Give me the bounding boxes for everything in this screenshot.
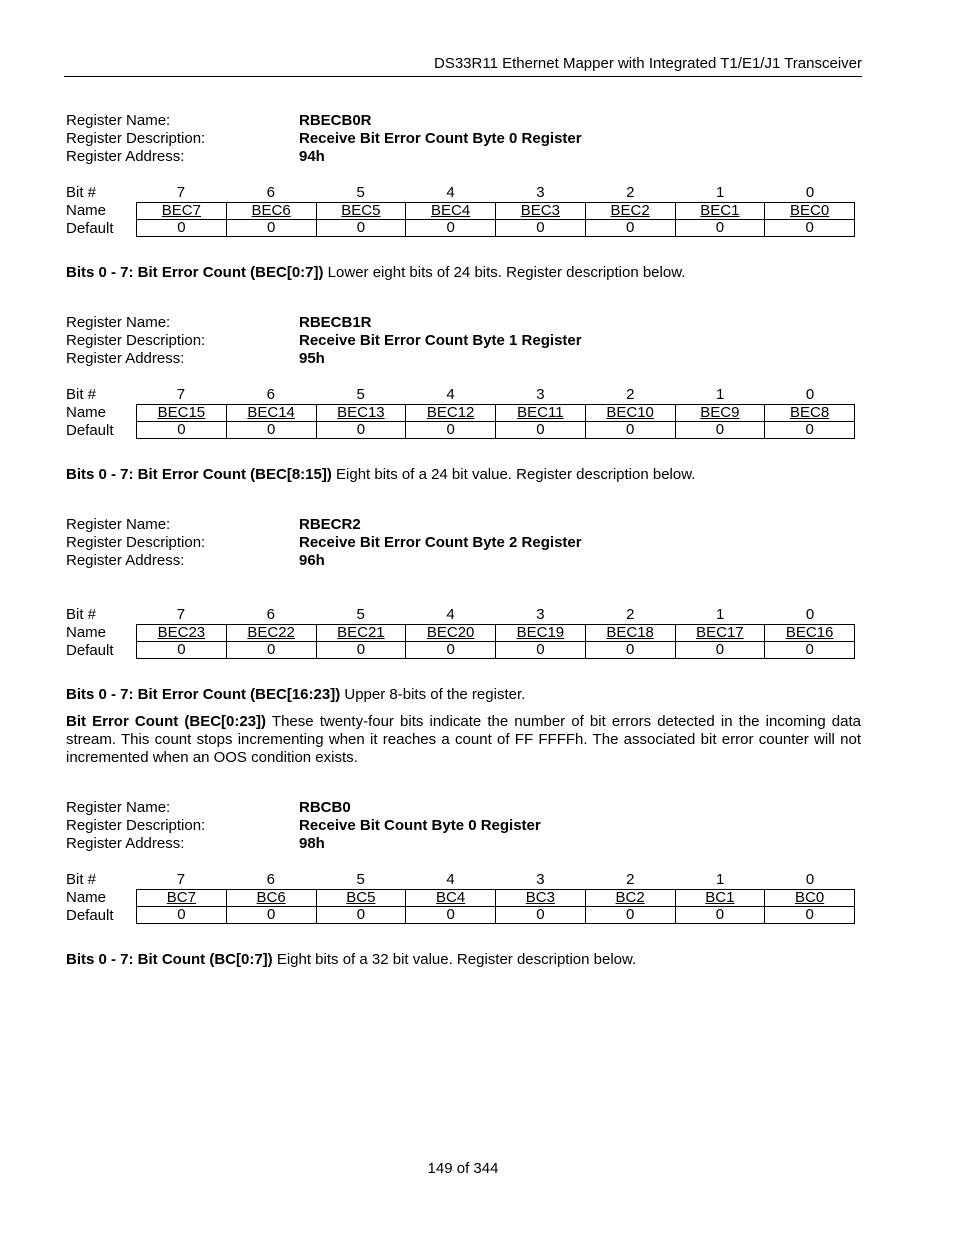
bit-default-label: Default xyxy=(66,642,114,659)
register-name-label: Register Name: xyxy=(66,516,171,533)
bit-name: BEC17 xyxy=(696,624,744,641)
register-block-rbecb0r xyxy=(66,112,862,238)
bit-number: 4 xyxy=(446,871,455,888)
bit-number: 6 xyxy=(266,871,275,888)
bit-default-cell: 0 xyxy=(765,907,855,924)
bit-description-bc-0-7 xyxy=(66,951,861,969)
register-address-label: Register Address: xyxy=(66,835,185,852)
register-bit-table xyxy=(136,624,855,659)
bit-number-label: Bit # xyxy=(66,871,97,888)
bit-number: 5 xyxy=(356,184,365,201)
description-text: Upper 8-bits of the register. xyxy=(340,686,526,703)
description-text: Lower eight bits of 24 bits. Register description below. xyxy=(323,264,686,281)
bit-default-cell: 0 xyxy=(496,422,586,439)
register-address-value: 95h xyxy=(299,350,325,367)
bit-default-cell: 0 xyxy=(765,220,855,237)
bit-table xyxy=(66,184,862,238)
description-heading: Bits 0 - 7: Bit Error Count (BEC[8:15]) xyxy=(66,466,332,483)
register-description-label: Register Description: xyxy=(66,332,206,349)
register-name-value: RBECR2 xyxy=(299,516,361,533)
bit-name-cell xyxy=(675,203,765,220)
bit-number-label: Bit # xyxy=(66,606,97,623)
bit-name: BEC18 xyxy=(606,624,654,641)
bit-default-cell: 0 xyxy=(226,642,316,659)
bit-name: BC3 xyxy=(525,889,555,906)
bit-name: BC4 xyxy=(436,889,466,906)
bit-default-cell: 0 xyxy=(585,220,675,237)
bit-number: 4 xyxy=(446,606,455,623)
register-name-value: RBECB0R xyxy=(299,112,372,129)
bit-default-cell: 0 xyxy=(675,907,765,924)
bit-name: BEC16 xyxy=(785,624,834,641)
bit-default-cell: 0 xyxy=(137,422,227,439)
bit-name: BC2 xyxy=(615,889,645,906)
header-rule xyxy=(64,76,862,77)
bit-name: BC1 xyxy=(705,889,735,906)
bit-default-cell: 0 xyxy=(316,220,406,237)
bit-number: 0 xyxy=(805,184,815,201)
bit-name-cell xyxy=(316,405,406,422)
register-name-value: RBCB0 xyxy=(299,799,351,816)
bit-table xyxy=(66,606,862,660)
bit-name-cell xyxy=(765,203,855,220)
bit-default-cell: 0 xyxy=(226,220,316,237)
bit-number: 3 xyxy=(536,871,545,888)
bit-number: 6 xyxy=(266,606,275,623)
bit-name-label: Name xyxy=(66,624,107,641)
bit-name-cell xyxy=(226,405,316,422)
bit-name-cell xyxy=(226,203,316,220)
bit-default-cell: 0 xyxy=(496,907,586,924)
bit-number: 3 xyxy=(536,606,545,623)
document-header: DS33R11 Ethernet Mapper with Integrated T1/E1/J1 Transceiver xyxy=(433,55,862,72)
bit-default-cell: 0 xyxy=(316,422,406,439)
bit-name: BC0 xyxy=(795,889,825,906)
bit-name: BEC10 xyxy=(606,404,654,421)
bit-name-cell xyxy=(675,890,765,907)
page-number: 149 of 344 xyxy=(427,1160,499,1177)
bit-name: BEC12 xyxy=(426,404,475,421)
bit-default-cell: 0 xyxy=(406,907,496,924)
bit-number: 3 xyxy=(536,386,545,403)
bit-name-cell xyxy=(137,625,227,642)
bit-default-cell: 0 xyxy=(585,642,675,659)
bit-name-cell xyxy=(137,203,227,220)
bit-name: BEC21 xyxy=(337,624,385,641)
description-heading: Bits 0 - 7: Bit Count (BC[0:7]) xyxy=(66,951,273,968)
bit-number: 0 xyxy=(805,606,815,623)
bit-name-cell xyxy=(496,405,586,422)
bit-number: 2 xyxy=(626,606,635,623)
bit-number: 7 xyxy=(176,386,186,403)
bit-default-label: Default xyxy=(66,220,114,237)
bit-number: 0 xyxy=(805,871,815,888)
bit-name: BEC4 xyxy=(431,202,471,219)
register-description-value: Receive Bit Count Byte 0 Register xyxy=(299,817,541,834)
bit-name-label: Name xyxy=(66,202,107,219)
bit-name-cell xyxy=(496,203,586,220)
bit-name: BEC23 xyxy=(157,624,206,641)
bit-name-cell xyxy=(137,405,227,422)
bit-number: 2 xyxy=(626,184,635,201)
bit-number: 7 xyxy=(176,184,186,201)
register-description-value: Receive Bit Error Count Byte 1 Register xyxy=(299,332,582,349)
register-block-rbecr2 xyxy=(66,516,862,660)
bit-name-cell xyxy=(585,890,675,907)
bit-name-cell xyxy=(496,625,586,642)
bit-name: BEC7 xyxy=(161,202,201,219)
bit-default-cell: 0 xyxy=(675,642,765,659)
register-name-label: Register Name: xyxy=(66,112,171,129)
register-bit-table xyxy=(136,202,855,237)
register-address-label: Register Address: xyxy=(66,148,185,165)
bit-default-cell: 0 xyxy=(765,642,855,659)
bit-default-cell: 0 xyxy=(316,642,406,659)
bit-name-cell xyxy=(585,405,675,422)
bit-name-label: Name xyxy=(66,889,107,906)
bit-name-cell xyxy=(765,890,855,907)
register-block-rbecb1r xyxy=(66,314,862,440)
bit-number: 2 xyxy=(626,871,635,888)
bit-number: 4 xyxy=(446,184,455,201)
bit-name-cell xyxy=(675,625,765,642)
bit-name-cell xyxy=(406,890,496,907)
bit-name-cell xyxy=(137,890,227,907)
description-text: Eight bits of a 24 bit value. Register description below. xyxy=(331,466,696,483)
register-name-value: RBECB1R xyxy=(299,314,372,331)
bit-number: 3 xyxy=(536,184,545,201)
bit-name-label: Name xyxy=(66,404,107,421)
bit-default-cell: 0 xyxy=(316,907,406,924)
bit-name-cell xyxy=(316,890,406,907)
bit-name: BEC9 xyxy=(700,404,740,421)
bit-number: 5 xyxy=(356,871,365,888)
bit-name-cell xyxy=(585,203,675,220)
bit-table xyxy=(66,386,862,440)
bit-name: BEC11 xyxy=(517,404,564,421)
bit-description-bec-8-15 xyxy=(66,466,861,484)
bit-name-cell xyxy=(406,405,496,422)
bit-name: BEC14 xyxy=(247,404,295,421)
bit-number: 1 xyxy=(716,871,725,888)
bit-name-cell xyxy=(406,625,496,642)
bit-default-cell: 0 xyxy=(406,220,496,237)
bit-number: 6 xyxy=(266,184,275,201)
bit-default-label: Default xyxy=(66,422,114,439)
bit-name-cell xyxy=(406,203,496,220)
bit-number: 7 xyxy=(176,871,186,888)
bit-name: BEC13 xyxy=(337,404,385,421)
bit-name: BC5 xyxy=(346,889,376,906)
register-name-label: Register Name: xyxy=(66,314,171,331)
bit-table xyxy=(66,871,862,925)
register-description-label: Register Description: xyxy=(66,817,206,834)
bit-number: 0 xyxy=(805,386,815,403)
bit-name: BEC19 xyxy=(516,624,565,641)
register-bit-table xyxy=(136,404,855,439)
bit-name: BEC3 xyxy=(520,202,560,219)
register-address-label: Register Address: xyxy=(66,350,185,367)
bit-default-cell: 0 xyxy=(585,907,675,924)
bit-default-label: Default xyxy=(66,907,114,924)
bit-name: BEC15 xyxy=(157,404,206,421)
register-block-rbcb0 xyxy=(66,799,862,925)
bit-number: 1 xyxy=(716,386,725,403)
description-text: These twenty-four bits indicate the number of bit errors detected in the incoming data stream. This count stops incrementing when it reaches a count of FF FFFFh. The associated bit error counter will not incremented when an OOS condition exists. xyxy=(66,713,861,766)
bit-number-label: Bit # xyxy=(66,386,97,403)
bit-name: BEC20 xyxy=(426,624,475,641)
bit-description-bec-0-7 xyxy=(66,264,861,282)
bit-name: BC6 xyxy=(256,889,286,906)
bit-default-cell: 0 xyxy=(226,907,316,924)
bit-number-label: Bit # xyxy=(66,184,97,201)
register-description-label: Register Description: xyxy=(66,130,206,147)
bit-name-cell xyxy=(765,405,855,422)
bit-number: 2 xyxy=(626,386,635,403)
description-heading: Bits 0 - 7: Bit Error Count (BEC[16:23]) xyxy=(66,686,341,703)
register-description-label: Register Description: xyxy=(66,534,206,551)
bit-name: BEC6 xyxy=(251,202,291,219)
bit-name-cell xyxy=(316,203,406,220)
register-name-label: Register Name: xyxy=(66,799,171,816)
bit-default-cell: 0 xyxy=(496,642,586,659)
register-address-value: 96h xyxy=(299,552,325,569)
bit-default-cell: 0 xyxy=(226,422,316,439)
bit-name-cell xyxy=(675,405,765,422)
bit-default-cell: 0 xyxy=(137,220,227,237)
bit-default-cell: 0 xyxy=(137,907,227,924)
register-description-value: Receive Bit Error Count Byte 0 Register xyxy=(299,130,582,147)
bit-number: 7 xyxy=(176,606,186,623)
bit-default-cell: 0 xyxy=(406,642,496,659)
bit-name-cell xyxy=(316,625,406,642)
bit-default-cell: 0 xyxy=(496,220,586,237)
register-address-value: 94h xyxy=(299,148,325,165)
bit-description-bec-16-23 xyxy=(66,686,861,704)
register-bit-table xyxy=(136,889,855,924)
bit-default-cell: 0 xyxy=(765,422,855,439)
bit-name-cell xyxy=(226,890,316,907)
bit-default-cell: 0 xyxy=(675,422,765,439)
description-heading: Bits 0 - 7: Bit Error Count (BEC[0:7]) xyxy=(66,264,324,281)
description-text: Eight bits of a 32 bit value. Register description below. xyxy=(272,951,637,968)
bit-name: BEC2 xyxy=(610,202,650,219)
register-address-label: Register Address: xyxy=(66,552,185,569)
bit-number: 1 xyxy=(716,184,725,201)
register-description-value: Receive Bit Error Count Byte 2 Register xyxy=(299,534,582,551)
bit-default-cell: 0 xyxy=(675,220,765,237)
bit-default-cell: 0 xyxy=(585,422,675,439)
bit-description-bec-0-23 xyxy=(66,713,861,767)
bit-number: 4 xyxy=(446,386,455,403)
bit-name-cell xyxy=(585,625,675,642)
bit-number: 6 xyxy=(266,386,275,403)
bit-default-cell: 0 xyxy=(137,642,227,659)
description-heading: Bit Error Count (BEC[0:23]) xyxy=(66,713,267,730)
bit-name: BEC5 xyxy=(341,202,381,219)
bit-name-cell xyxy=(765,625,855,642)
bit-number: 5 xyxy=(356,606,365,623)
bit-number: 1 xyxy=(716,606,725,623)
register-address-value: 98h xyxy=(299,835,325,852)
bit-default-cell: 0 xyxy=(406,422,496,439)
bit-number: 5 xyxy=(356,386,365,403)
bit-name: BEC8 xyxy=(790,404,830,421)
bit-name: BEC0 xyxy=(790,202,830,219)
bit-name-cell xyxy=(226,625,316,642)
bit-name: BEC22 xyxy=(247,624,295,641)
bit-name: BEC1 xyxy=(700,202,740,219)
bit-name-cell xyxy=(496,890,586,907)
bit-name: BC7 xyxy=(166,889,196,906)
